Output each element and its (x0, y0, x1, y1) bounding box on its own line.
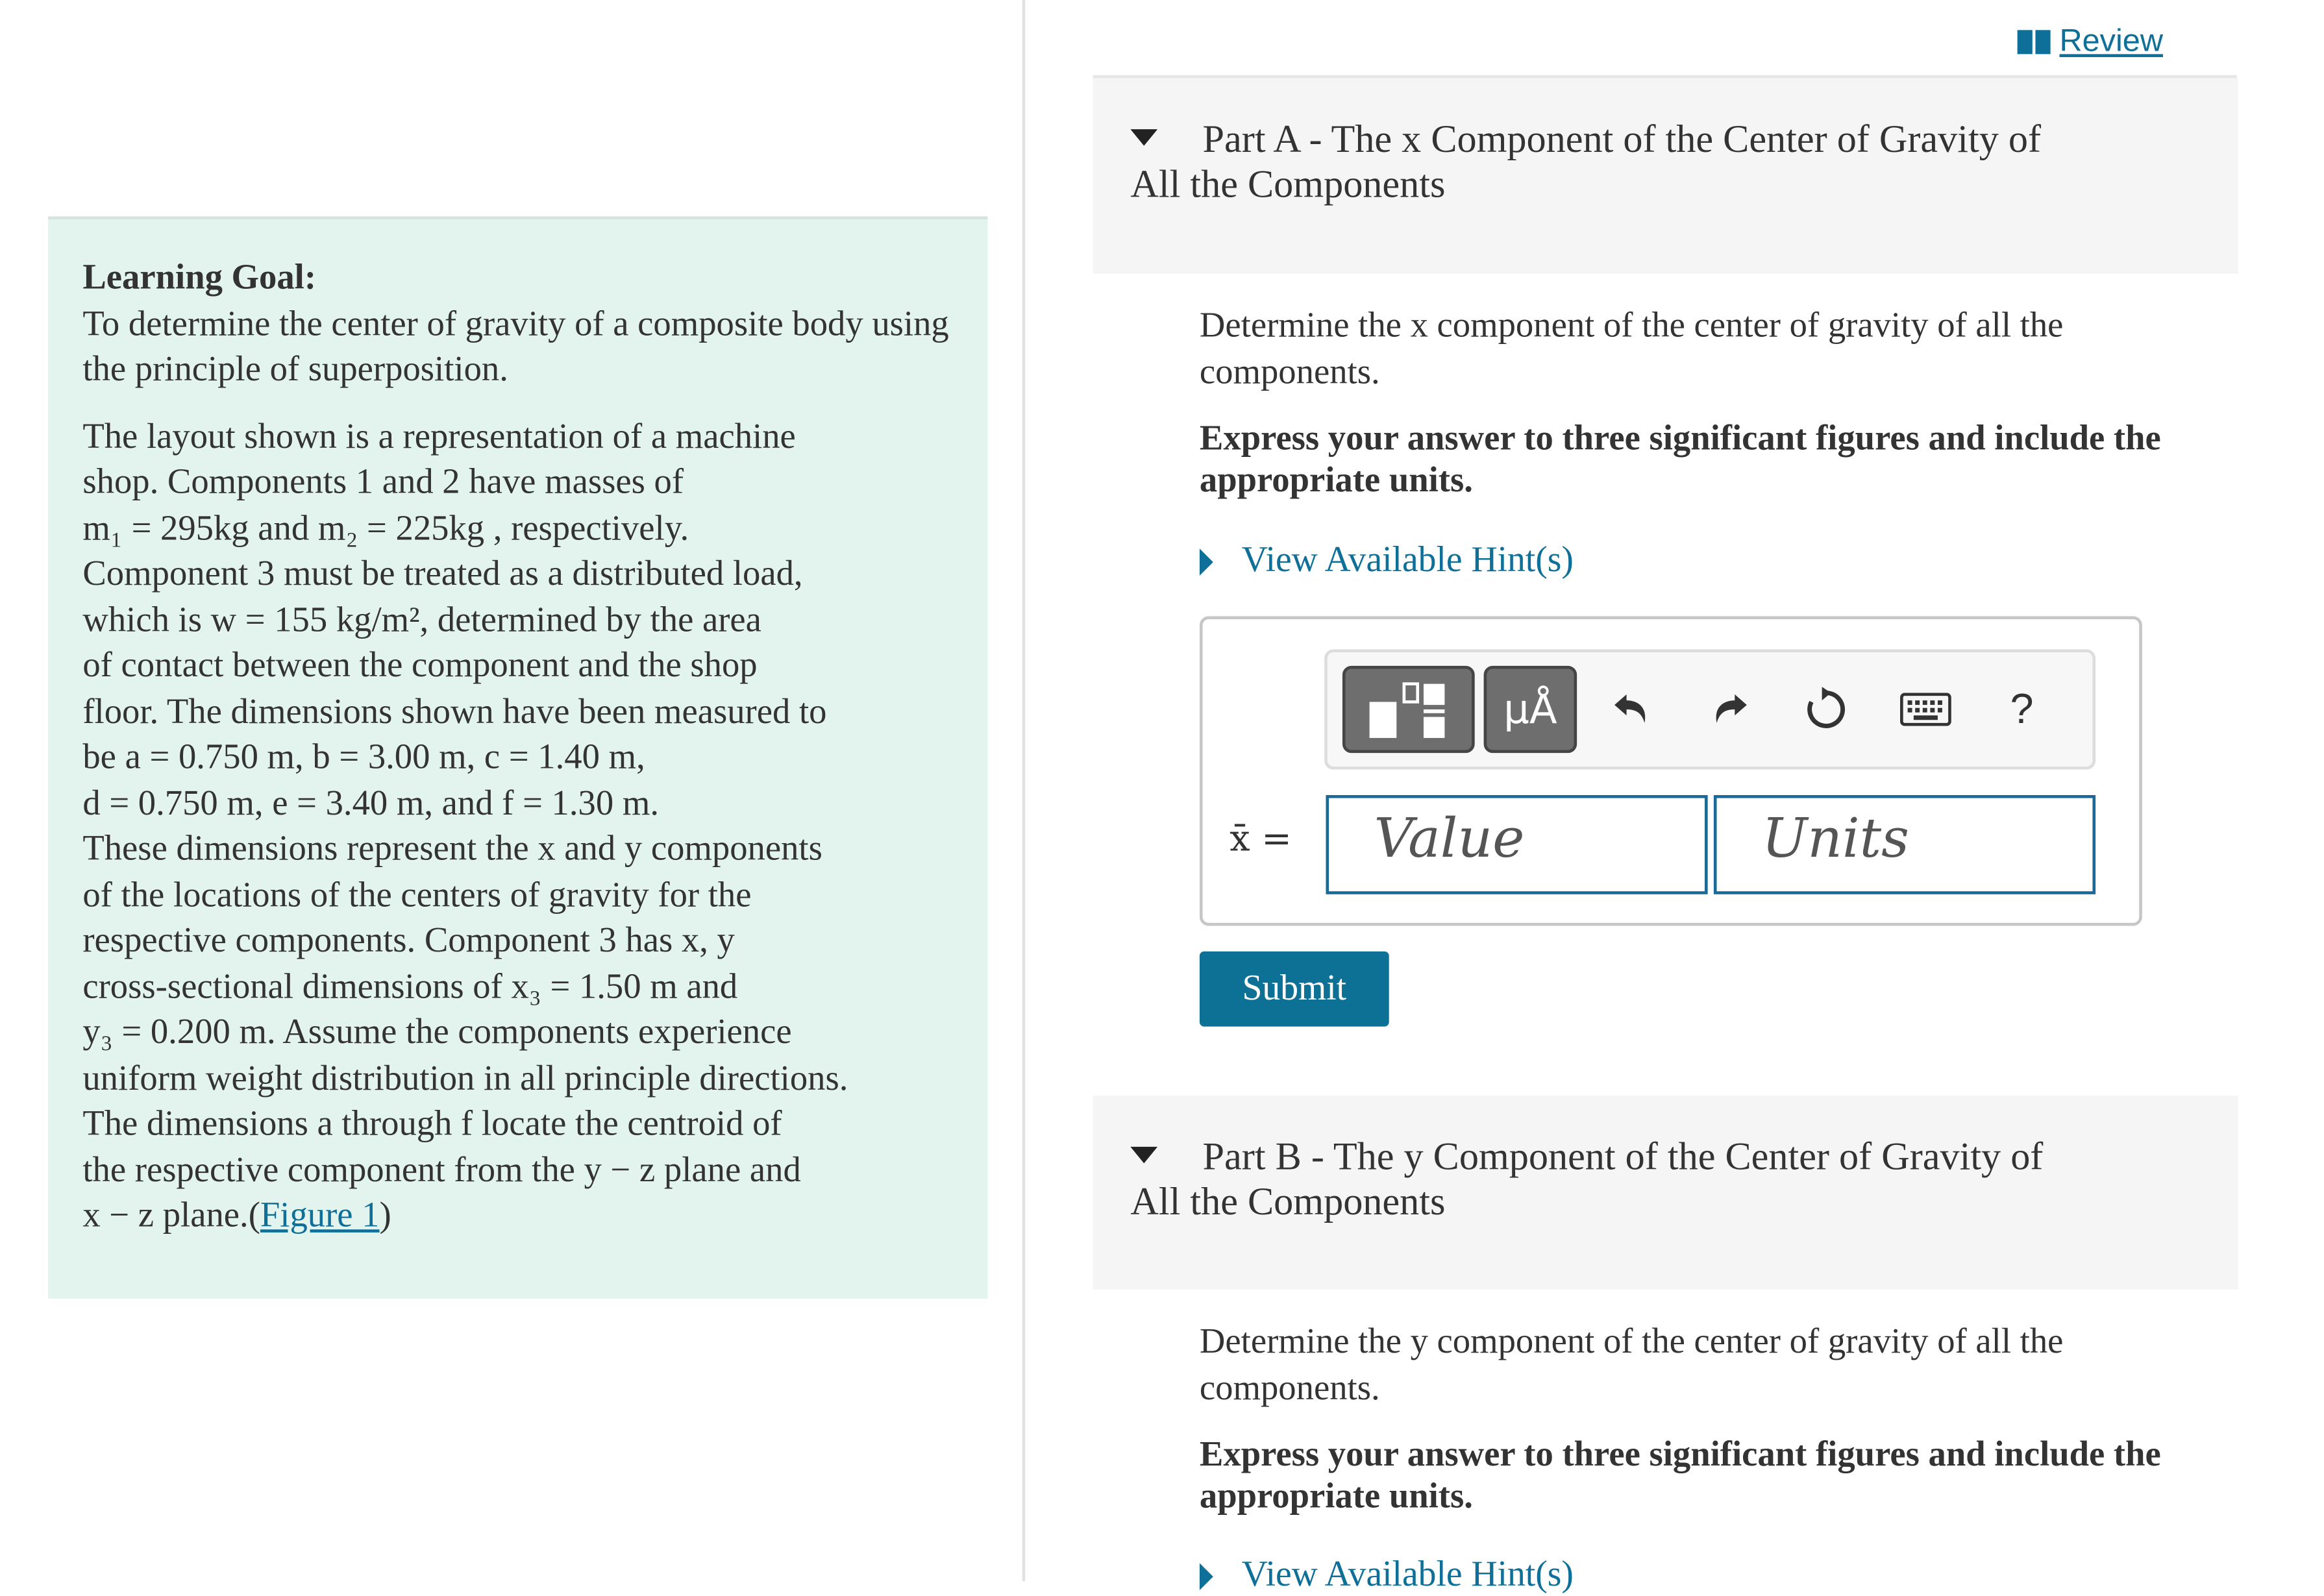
part-a-prompt-block (1200, 304, 2237, 502)
figure-line-prefix: x − z plane.( (82, 1196, 260, 1236)
panel-divider (1022, 0, 1026, 1581)
problem-statement (82, 414, 954, 1194)
problem-line: The dimensions a through f locate the centroid of (82, 1105, 782, 1144)
math-toolbar (1324, 649, 2095, 769)
problem-line: of contact between the component and the shop (82, 646, 758, 685)
part-b-prompt-block (1200, 1320, 2237, 1518)
redo-icon[interactable] (1697, 673, 1763, 745)
part-a-label: Part A (1202, 117, 1300, 161)
units-button[interactable]: μÅ (1484, 666, 1577, 753)
part-b-label: Part B (1202, 1135, 1302, 1179)
problem-line: be a = 0.750 m, b = 3.00 m, c = 1.40 m, (82, 738, 645, 778)
figure-1-link[interactable]: Figure 1 (260, 1196, 380, 1236)
problem-line: which is w = 155 kg/m², determined by the area (82, 600, 761, 640)
part-b-header[interactable] (1093, 1096, 2239, 1290)
problem-line: of the locations of the centers of gravity for the (82, 875, 752, 915)
part-b-instruction: Express your answer to three significant figures and include the appropriate units. (1199, 1435, 2161, 1517)
expand-caret-icon (1200, 548, 1213, 575)
part-a-header[interactable] (1093, 78, 2239, 273)
review-link[interactable] (2018, 24, 2163, 60)
problem-line: shop. Components 1 and 2 have masses of (82, 463, 684, 502)
expand-caret-icon (1200, 1562, 1213, 1590)
templates-button[interactable] (1342, 666, 1475, 753)
help-icon[interactable]: ? (2010, 685, 2034, 732)
part-b-title-line1: - The y Component of the Center of Gravity of (1301, 1135, 2044, 1179)
collapse-caret-icon[interactable] (1130, 1147, 1157, 1163)
part-a-hints-toggle[interactable] (1200, 541, 1574, 582)
figure-line-suffix: ) (379, 1196, 391, 1236)
part-b-hints-toggle[interactable] (1200, 1556, 1574, 1596)
review-label: Review (2059, 24, 2163, 59)
problem-line: uniform weight distribution in all principle directions. (82, 1059, 848, 1098)
answer-box (1200, 616, 2142, 926)
part-b-hints-label: View Available Hint(s) (1241, 1555, 1574, 1595)
problem-line: the respective component from the y − z plane and (82, 1150, 801, 1190)
problem-line: cross-sectional dimensions of x₃ = 1.50 m and (82, 967, 738, 1007)
part-a-title-line1: - The x Component of the Center of Gravity of (1299, 117, 2042, 161)
value-input[interactable]: Value (1326, 795, 1707, 894)
problem-line: The layout shown is a representation of a machine (82, 417, 796, 456)
units-input[interactable]: Units (1714, 795, 2095, 894)
part-a-hints-label: View Available Hint(s) (1241, 541, 1574, 580)
learning-goal-intro: To determine the center of gravity of a composite body using the principle of superposition. (82, 304, 949, 389)
templates-icon (1366, 681, 1451, 741)
problem-line: These dimensions represent the x and y components (82, 829, 822, 869)
part-b-prompt: Determine the y component of the center of gravity of all the components. (1199, 1322, 2064, 1408)
problem-line: Component 3 must be treated as a distributed load, (82, 554, 803, 594)
learning-goal-title: Learning Goal: (82, 258, 317, 298)
figure-line (82, 1194, 954, 1240)
answer-label: x̄ = (1230, 817, 1292, 860)
part-b-title-line2: All the Components (1130, 1179, 1446, 1223)
part-a-title-line2: All the Components (1130, 162, 1446, 206)
learning-goal-panel (48, 216, 987, 1298)
problem-line: floor. The dimensions shown have been measured to (82, 692, 827, 731)
problem-line: y₃ = 0.200 m. Assume the components experience (82, 1013, 792, 1052)
keyboard-icon[interactable] (1890, 673, 1962, 745)
problem-line: m₁ = 295kg and m₂ = 225kg , respectively. (82, 508, 689, 548)
problem-line: d = 0.750 m, e = 3.40 m, and f = 1.30 m. (82, 783, 660, 823)
part-a-instruction: Express your answer to three significant figures and include the appropriate units. (1199, 419, 2161, 501)
problem-line: respective components. Component 3 has x, y (82, 921, 735, 961)
submit-button[interactable]: Submit (1200, 951, 1389, 1027)
reset-icon[interactable] (1794, 673, 1860, 745)
part-a-prompt: Determine the x component of the center of gravity of all the components. (1199, 306, 2064, 393)
book-icon (2018, 30, 2051, 54)
collapse-caret-icon[interactable] (1130, 129, 1157, 145)
undo-icon[interactable] (1598, 673, 1664, 745)
